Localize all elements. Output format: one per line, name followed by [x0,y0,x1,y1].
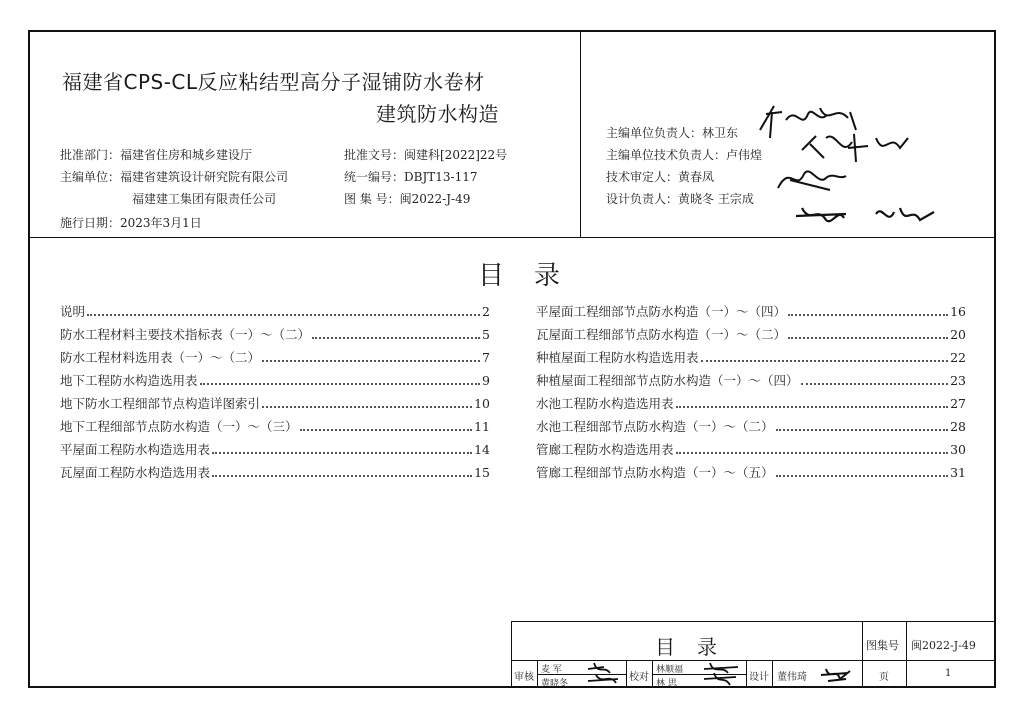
toc-entry[interactable]: 瓦屋面工程防水构造选用表 15 [60,465,490,480]
check-name-1: 林顺福 [656,665,684,675]
toc-left-column [60,302,490,486]
toc-entry[interactable]: 水池工程细部节点防水构造（一）～（二） 28 [536,419,966,434]
effective-date: 施行日期：2023年3月1日 [60,216,202,230]
title-block-rule [626,660,627,688]
toc-entry[interactable]: 水池工程防水构造选用表 27 [536,396,966,411]
toc-entry[interactable]: 防水工程材料选用表（一）～（二） 7 [60,350,490,365]
atlas-number: 图 集 号：闽2022-J-49 [344,192,471,206]
check-name-2: 林 思 [656,679,677,689]
review-name-1: 麦 军 [541,665,562,675]
chief-unit-2: 福建建工集团有限责任公司 [132,192,277,206]
signature-review [584,661,624,687]
signature-huang-wang [792,200,942,230]
title-block-rule [746,660,747,688]
signature-design [818,665,854,685]
toc-entry[interactable]: 种植屋面工程防水构造选用表 22 [536,350,966,365]
toc-entry[interactable]: 地下防水工程细部节点构造详图索引 10 [60,396,490,411]
document-title-line2: 建筑防水构造 [376,102,499,126]
approval-dept: 批准部门：福建省住房和城乡建设厅 [60,148,253,162]
tech-leader: 主编单位技术负责人：卢伟煌 [606,148,763,162]
toc-entry[interactable]: 平屋面工程防水构造选用表 14 [60,442,490,457]
chief-leader: 主编单位负责人：林卫东 [606,126,739,140]
review-label: 审核 [514,672,534,683]
design-leader: 设计负责人：黄晓冬 王宗成 [606,192,754,206]
toc-entry[interactable]: 管廊工程防水构造选用表 30 [536,442,966,457]
tech-reviewer: 技术审定人：黄春凤 [606,170,715,184]
review-name-2: 黄晓冬 [541,679,569,689]
unified-number: 统一编号：DBJT13-117 [344,170,478,184]
header-divider [580,30,581,238]
toc-entry[interactable]: 平屋面工程细部节点防水构造（一）～（四） 16 [536,304,966,319]
signature-check [700,661,744,687]
atlas-value: 闽2022-J-49 [911,639,976,652]
page-value: 1 [945,668,952,679]
toc-right-column [536,302,966,486]
toc-entry[interactable]: 防水工程材料主要技术指标表（一）～（二） 5 [60,327,490,342]
page-label: 页 [879,672,889,683]
title-block-rule [862,621,863,688]
document-title-line1: 福建省CPS-CL反应粘结型高分子湿铺防水卷材 [62,70,485,94]
toc-entry[interactable]: 管廊工程细部节点防水构造（一）～（五） 31 [536,465,966,480]
check-label: 校对 [629,672,649,683]
title-block-title: 目录 [655,635,739,659]
chief-unit: 主编单位：福建省建筑设计研究院有限公司 [60,170,289,184]
title-block-rule [772,660,773,688]
toc-entry[interactable]: 种植屋面工程细部节点防水构造（一）～（四） 23 [536,373,966,388]
toc-heading: 目录 [478,261,591,291]
title-block-rule [906,621,907,688]
atlas-label: 图集号 [866,639,899,652]
signature-huang [770,160,850,198]
toc-entry[interactable]: 瓦屋面工程细部节点防水构造（一）～（二） 20 [536,327,966,342]
toc-entry[interactable]: 地下工程防水构造选用表 9 [60,373,490,388]
toc-entry[interactable]: 说明 2 [60,304,490,319]
header-bottom-rule [28,237,996,238]
design-label: 设计 [749,672,769,683]
toc-entry[interactable]: 地下工程细部节点防水构造（一）～（三） 11 [60,419,490,434]
approval-number: 批准文号：闽建科[2022]22号 [344,148,508,162]
design-name: 董伟琦 [777,672,807,683]
